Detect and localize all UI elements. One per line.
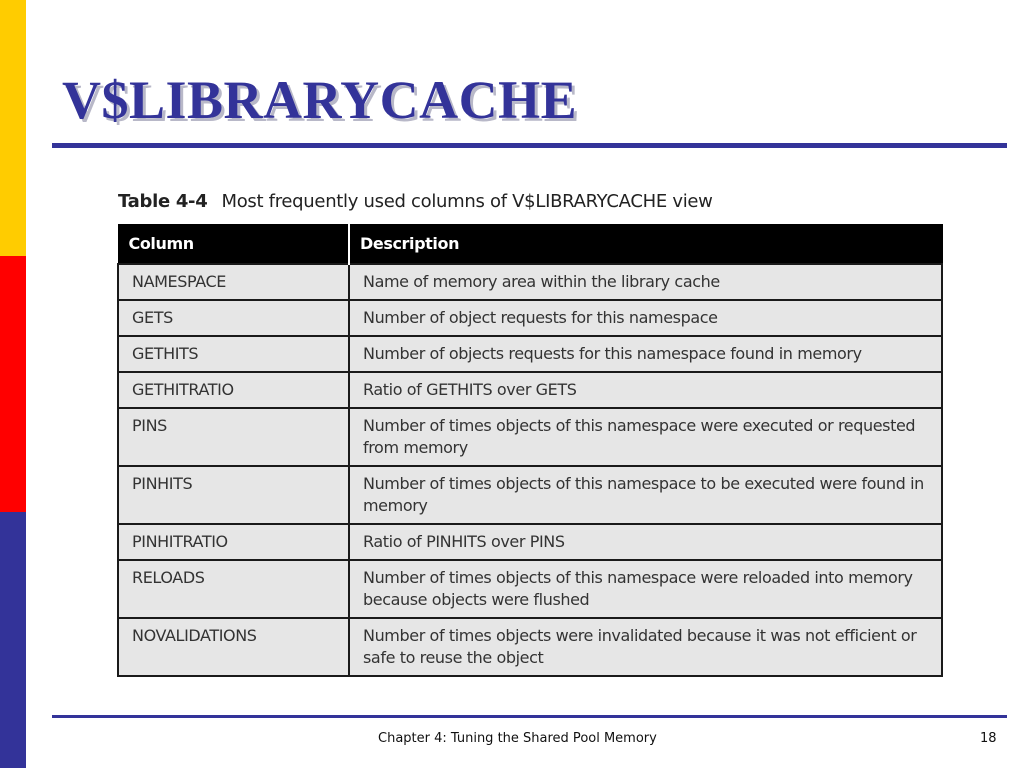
cell-column-name: PINS: [118, 408, 349, 466]
cell-description: Number of times objects of this namespace to be executed were found in memory: [349, 466, 942, 524]
cell-description: Number of times objects of this namespace were executed or requested from memory: [349, 408, 942, 466]
cell-description: Ratio of PINHITS over PINS: [349, 524, 942, 560]
table-caption-text: Most frequently used columns of V$LIBRARYCACHE view: [221, 191, 713, 212]
header-description: Description: [349, 225, 942, 264]
cell-column-name: NAMESPACE: [118, 264, 349, 300]
table-header-row: [118, 225, 942, 264]
slide-title: V$LIBRARYCACHE: [62, 70, 578, 130]
side-bar-blue: [0, 512, 26, 768]
cell-column-name: PINHITRATIO: [118, 524, 349, 560]
cell-description: Number of times objects of this namespace were reloaded into memory because objects were flushed: [349, 560, 942, 618]
table-row: [118, 466, 942, 524]
side-bar-red: [0, 256, 26, 512]
columns-table: [117, 224, 943, 677]
table-row: [118, 300, 942, 336]
table-row: [118, 264, 942, 300]
table-row: [118, 372, 942, 408]
table-row: [118, 524, 942, 560]
cell-description: Number of objects requests for this namespace found in memory: [349, 336, 942, 372]
footer-chapter-text: Chapter 4: Tuning the Shared Pool Memory: [378, 731, 657, 746]
table-row: [118, 618, 942, 676]
table-caption-number: Table 4-4: [118, 191, 208, 212]
table-caption: [118, 191, 713, 212]
cell-description: Number of object requests for this namespace: [349, 300, 942, 336]
cell-column-name: PINHITS: [118, 466, 349, 524]
cell-description: Number of times objects were invalidated because it was not efficient or safe to reuse the object: [349, 618, 942, 676]
table-row: [118, 408, 942, 466]
cell-column-name: GETHITS: [118, 336, 349, 372]
page-number: 18: [980, 731, 997, 746]
side-bar-yellow: [0, 0, 26, 256]
cell-column-name: GETS: [118, 300, 349, 336]
cell-column-name: NOVALIDATIONS: [118, 618, 349, 676]
table-row: [118, 560, 942, 618]
cell-description: Ratio of GETHITS over GETS: [349, 372, 942, 408]
cell-column-name: RELOADS: [118, 560, 349, 618]
table-row: [118, 336, 942, 372]
cell-description: Name of memory area within the library cache: [349, 264, 942, 300]
title-divider: [52, 143, 1007, 148]
header-column: Column: [118, 225, 349, 264]
cell-column-name: GETHITRATIO: [118, 372, 349, 408]
footer-divider: [52, 715, 1007, 718]
